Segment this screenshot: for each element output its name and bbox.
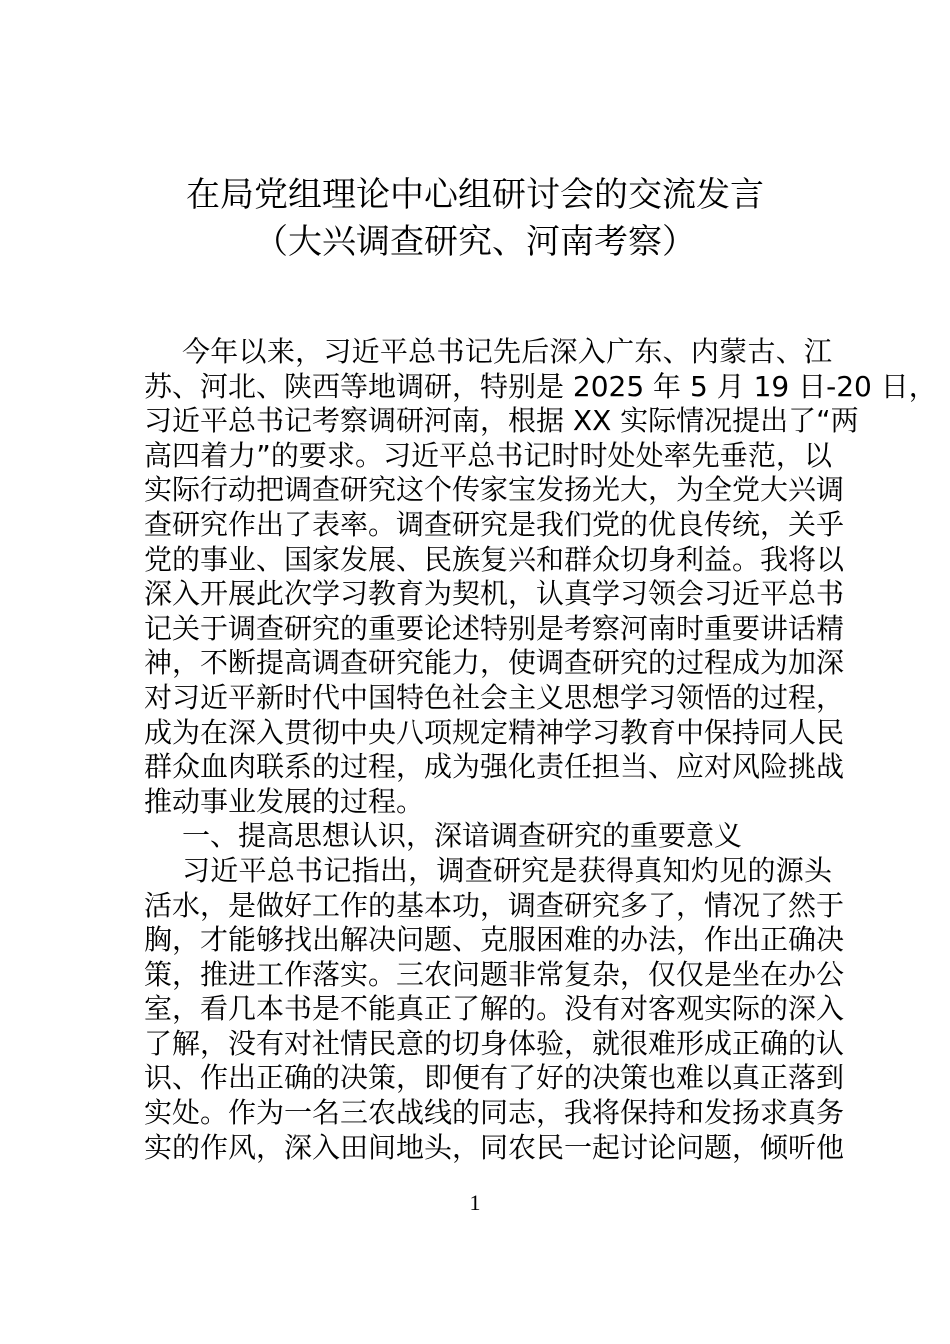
text-line: 胸，才能够找出解决问题、克服困难的办法，作出正确决 — [144, 923, 845, 957]
text-line: 室，看几本书是不能真正了解的。没有对客观实际的深入 — [144, 992, 845, 1026]
text-line: 了解，没有对社情民意的切身体验，就很难形成正确的认 — [144, 1026, 845, 1060]
document-body — [144, 335, 937, 1165]
text-line: 群众血肉联系的过程，成为强化责任担当、应对风险挑战 — [144, 750, 845, 784]
text-line: 今年以来，习近平总书记先后深入广东、内蒙古、江 — [182, 335, 832, 368]
text-line: 实的作风，深入田间地头，同农民一起讨论问题，倾听他 — [144, 1130, 845, 1164]
text-line: 党的事业、国家发展、民族复兴和群众切身利益。我将以 — [144, 542, 845, 576]
text-line: 习近平总书记指出，调查研究是获得真知灼见的源头 — [182, 853, 832, 887]
text-line: 对习近平新时代中国特色社会主义思想学习领悟的过程， — [144, 680, 845, 714]
text-line: 一、提高思想认识，深谙调查研究的重要意义 — [182, 819, 743, 853]
text-line: 高四着力”的要求。习近平总书记时时处处率先垂范，以 — [144, 438, 832, 472]
text-line: 实处。作为一名三农战线的同志，我将保持和发扬求真务 — [144, 1096, 845, 1130]
text-line: 查研究作出了表率。调查研究是我们党的优良传统，关乎 — [144, 507, 845, 541]
page-number: 1 — [469, 1190, 481, 1215]
text-line: 活水，是做好工作的基本功，调查研究多了，情况了然于 — [144, 888, 845, 922]
text-line: 实际行动把调查研究这个传家宝发扬光大，为全党大兴调 — [144, 473, 845, 507]
document-title: 在局党组理论中心组研讨会的交流发言 — [186, 175, 764, 215]
text-line: 神，不断提高调查研究能力，使调查研究的过程成为加深 — [144, 646, 845, 680]
text-line: 策，推进工作落实。三农问题非常复杂，仅仅是坐在办公 — [144, 957, 845, 991]
section-heading — [144, 819, 832, 854]
text-line: 深入开展此次学习教育为契机，认真学习领会习近平总书 — [144, 577, 845, 611]
text-line: 成为在深入贯彻中央八项规定精神学习教育中保持同人民 — [144, 715, 845, 749]
text-line: 苏、河北、陕西等地调研，特别是 2025 年 5 月 19 日-20 日， — [144, 369, 937, 403]
paragraph — [144, 853, 845, 1165]
paragraph — [144, 335, 937, 819]
text-line: 记关于调查研究的重要论述特别是考察河南时重要讲话精 — [144, 611, 845, 645]
text-line: 习近平总书记考察调研河南，根据 XX 实际情况提出了“两 — [144, 404, 859, 438]
text-line: 推动事业发展的过程。 — [144, 784, 425, 818]
document-subtitle: （大兴调查研究、河南考察） — [254, 222, 696, 262]
text-line: 识、作出正确的决策，即便有了好的决策也难以真正落到 — [144, 1061, 845, 1095]
